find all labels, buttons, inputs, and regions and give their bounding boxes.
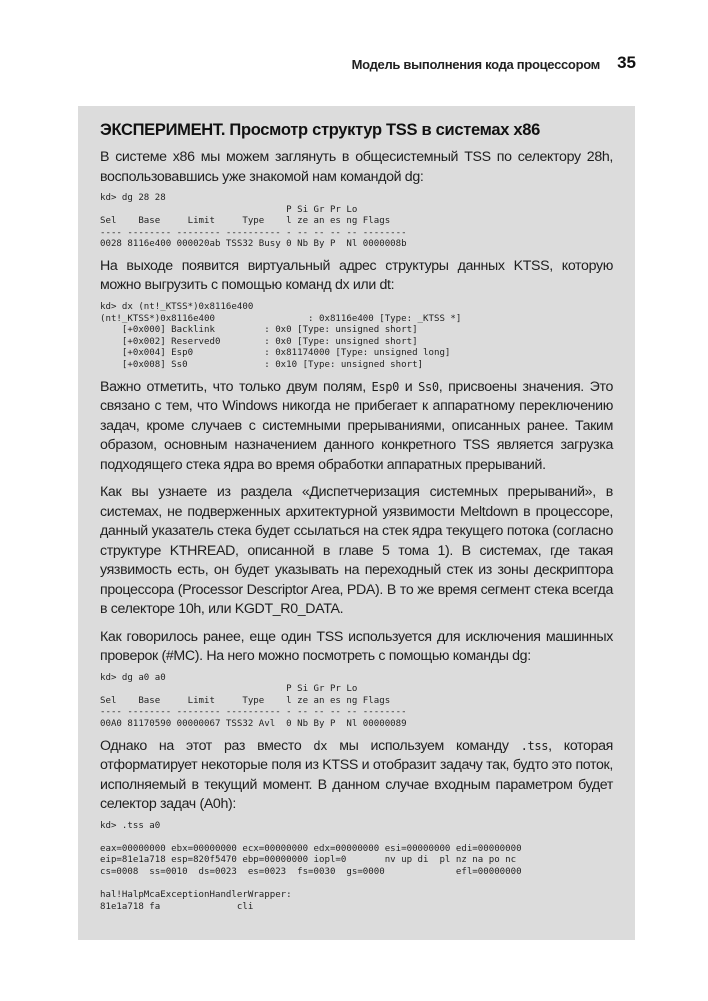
inline-code-ss0: Ss0 [418, 379, 439, 394]
paragraph-6-text-b: мы используем команду [327, 737, 521, 754]
running-chapter-title: Модель выполнения кода процессором [351, 57, 600, 72]
paragraph-6-text-a: Однако на этот раз вместо [100, 737, 314, 754]
page-number: 35 [617, 53, 636, 72]
paragraph-3-text-c: , присвоены значения. Это связано с тем, что Windows никогда не прибегает к аппаратному переключению задач, кроме случаев с системными прерываниями, описанных ранее. Таким образом, основным назначением данного конкретного TSS является загрузка подходящего стека ядра во время обработки аппаратных прерываний. [100, 378, 613, 473]
page-header [0, 53, 708, 81]
paragraph-3 [100, 378, 613, 476]
paragraph-5: Как говорилось ранее, еще один TSS используется для исключения машинных проверок (#MC). На него можно посмотреть с помощью команды dg: [100, 628, 613, 665]
experiment-box [78, 106, 635, 940]
experiment-title: ЭКСПЕРИМЕНТ. Просмотр структур TSS в системах x86 [100, 121, 541, 139]
code-block-dg-28: kd> dg 28 28 P Si Gr Pr Lo Sel Base Limit Type l ze an es ng Flags ---- -------- -------- ---------- - -- -- -- -- -------- 0028 8116e400 000020ab TSS32 Busy 0 Nb By P Nl 0000008b [100, 193, 407, 250]
inline-code-esp0: Esp0 [371, 379, 400, 394]
paragraph-6-text-c: , которая отформатирует некоторые поля из KTSS и отобразит задачу так, будто это поток, исполняемый в текущий момент. В данном случае входным параметром будет селектор задач (A0h): [100, 737, 613, 812]
paragraph-3-text-a: Важно отметить, что только двум полям, [100, 378, 372, 395]
paragraph-2: На выходе появится виртуальный адрес структуры данных KTSS, которую можно выгрузить с помощью команд dx или dt: [100, 257, 613, 294]
code-block-tss-a0: kd> .tss a0 eax=00000000 ebx=00000000 ecx=00000000 edx=00000000 esi=00000000 edi=00000000 eip=81e1a718 esp=820f5470 ebp=00000000 iopl=0 nv up di pl nz na po nc cs=0008 ss=0010 ds=0023 es=0023 fs=0030 gs=0000 efl=00000000 hal!HalpMcaExceptionHandlerWrapper: 81e1a718 fa cli [100, 820, 522, 912]
paragraph-4: Как вы узнаете из раздела «Диспетчеризация системных прерываний», в системах, не подверженных архитектурной уязвимости Meltdown в процессоре, данный указатель стека будет ссылаться на стек ядра текущего потока (согласно структуре KTHREAD, описанной в главе 5 тома 1). В системах, где такая уязвимость есть, он будет указывать на переходный стек из зоны дескриптора процессора (Processor Descriptor Area, PDA). В то же время сегмент стека всегда в селекторе 10h, или KGDT_R0_DATA. [100, 484, 613, 618]
inline-code-tss: .tss [520, 738, 549, 753]
paragraph-3-text-b: и [399, 378, 419, 395]
code-block-dg-a0: kd> dg a0 a0 P Si Gr Pr Lo Sel Base Limit Type l ze an es ng Flags ---- -------- -------- ---------- - -- -- -- -- -------- 00A0 81170590 00000067 TSS32 Avl 0 Nb By P Nl 00000089 [100, 672, 407, 729]
paragraph-1: В системе x86 мы можем заглянуть в общесистемный TSS по селектору 28h, воспользовавшись уже знакомой нам командой dg: [100, 149, 613, 185]
code-block-dx-ktss: kd> dx (nt!_KTSS*)0x8116e400 (nt!_KTSS*)0x8116e400 : 0x8116e400 [Type: _KTSS *] [+0x000] Backlink : 0x0 [Type: unsigned short] [+0x002] Reserved0 : 0x0 [Type: unsigned short] [+0x004] Esp0 : 0x81174000 [Type: unsigned long] [+0x008] Ss0 : 0x10 [Type: unsigned short] [100, 301, 462, 370]
paragraph-6 [100, 737, 613, 815]
inline-code-dx: dx [313, 738, 328, 753]
